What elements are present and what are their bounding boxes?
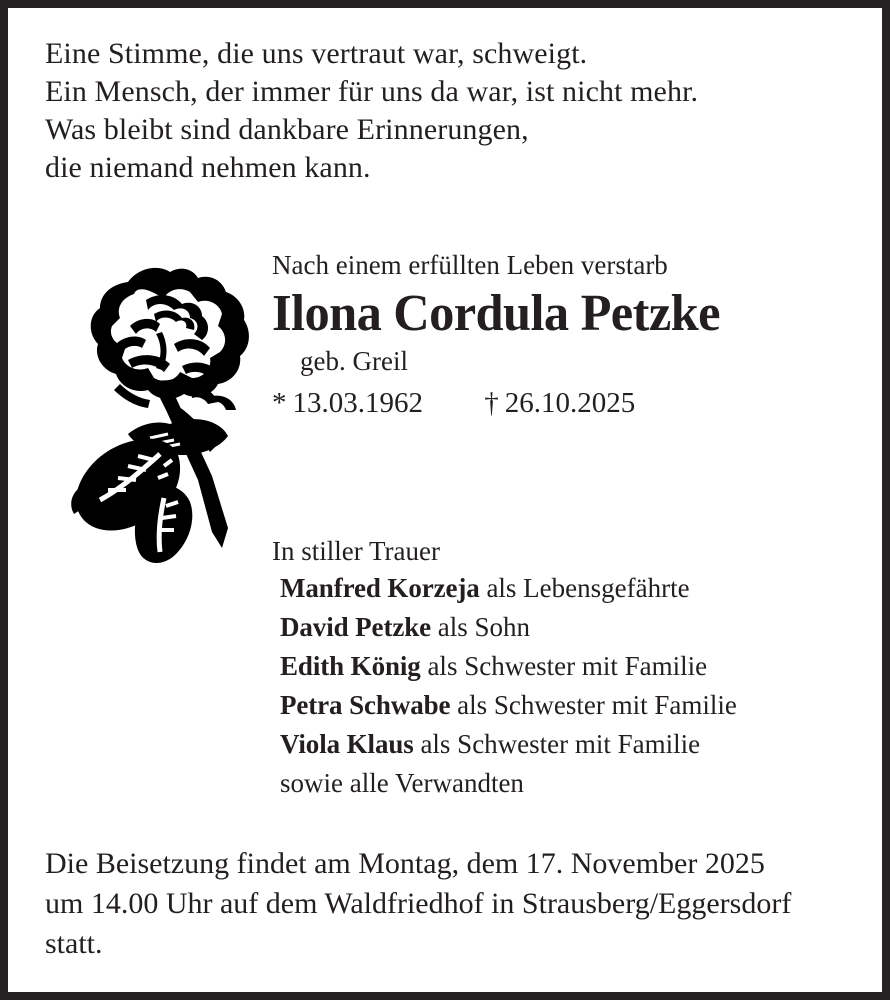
rose-icon — [42, 248, 266, 568]
funeral-line-3: statt. — [45, 927, 103, 960]
mourners-closing: sowie alle Verwandten — [280, 768, 524, 798]
mourner-relation: als Schwester mit Familie — [427, 651, 708, 681]
death-date-group — [484, 385, 635, 421]
maiden-name: geb. Greil — [300, 346, 408, 376]
mourner-name: Manfred Korzeja — [280, 573, 480, 603]
mourner-row — [280, 725, 882, 764]
verse-block — [45, 35, 845, 187]
announcement-block — [272, 248, 872, 421]
deceased-name: Ilona Cordula Petzke — [272, 285, 720, 342]
birth-date-group — [272, 385, 423, 421]
lead-text: Nach einem erfüllten Leben verstarb — [272, 250, 668, 280]
cross-dagger-icon: † — [484, 387, 499, 419]
life-dates — [272, 385, 872, 421]
mourner-name: Edith König — [280, 651, 421, 681]
mourners-block — [272, 533, 882, 803]
funeral-block — [45, 844, 865, 964]
mourner-relation: als Sohn — [437, 612, 531, 642]
mourner-relation: als Schwester mit Familie — [457, 690, 737, 720]
mourners-heading: In stiller Trauer — [272, 536, 440, 566]
verse-line-3: Was bleibt sind dankbare Erinnerungen, — [45, 113, 529, 146]
verse-line-4: die niemand nehmen kann. — [45, 151, 371, 184]
verse-line-2: Ein Mensch, der immer für uns da war, ist nicht mehr. — [45, 75, 699, 108]
mourner-row — [280, 686, 882, 725]
mourner-relation: als Schwester mit Familie — [420, 729, 701, 759]
funeral-line-2: um 14.00 Uhr auf dem Waldfriedhof in Strausberg/Eggersdorf — [45, 887, 792, 920]
notice-inner — [8, 8, 882, 992]
mourner-name: Viola Klaus — [280, 729, 414, 759]
mourner-name: David Petzke — [280, 612, 432, 642]
mourner-row — [280, 569, 882, 608]
birth-date: 13.03.1962 — [292, 387, 423, 419]
mourner-row — [280, 608, 882, 647]
funeral-line-1: Die Beisetzung findet am Montag, dem 17. November 2025 — [45, 847, 765, 880]
verse-line-1: Eine Stimme, die uns vertraut war, schweigt. — [45, 37, 588, 70]
asterisk-icon: * — [272, 387, 287, 419]
mourner-name: Petra Schwabe — [280, 690, 451, 720]
mourner-relation: als Lebensgefährte — [486, 573, 690, 603]
mourner-row — [280, 647, 882, 686]
death-date: 26.10.2025 — [504, 387, 636, 419]
